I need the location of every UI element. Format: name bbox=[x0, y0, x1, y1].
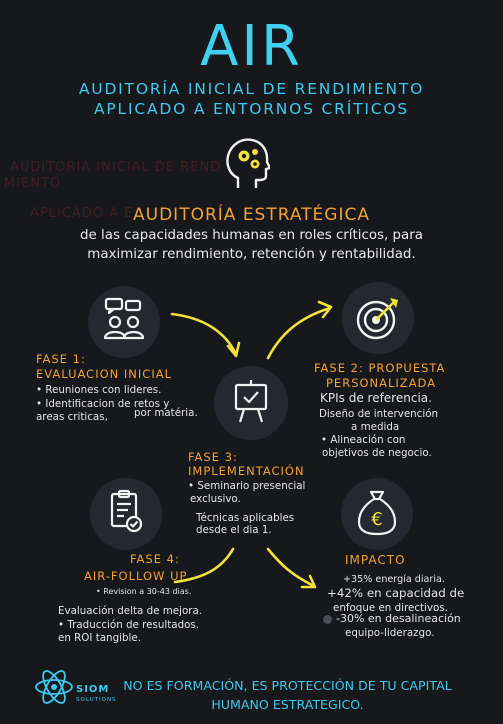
impact-line-1: +35% energía diaria. bbox=[343, 574, 445, 585]
phase2-line-4: • Alineación con bbox=[321, 434, 406, 446]
phase1-title-2: EVALUACION INICIAL bbox=[36, 367, 172, 381]
ghost-text-1: AUDITORÍA INICIAL DE REND bbox=[10, 160, 222, 175]
phase4-bullet-2: • Traducción de resultados. bbox=[58, 619, 200, 631]
impact-title: IMPACTO bbox=[345, 553, 406, 567]
phase2-title-1: FASE 2: PROPUESTA bbox=[314, 361, 446, 375]
phase4-title-2: AIR-FOLLOW UP bbox=[84, 569, 188, 583]
phase4-title-1: FASE 4: bbox=[130, 552, 180, 566]
ghost-text-2: MIENTO bbox=[4, 176, 62, 191]
arrow-phase3-to-phase4 bbox=[175, 549, 233, 582]
impact-line-3: enfoque en directivos. bbox=[333, 602, 448, 614]
footer-line-2: HUMANO ESTRATEGICO. bbox=[211, 697, 364, 712]
intro-line-1: de las capacidades humanas en roles críticos, para bbox=[80, 228, 423, 243]
ghost-text-3: APLICADO A E bbox=[30, 206, 134, 221]
impact-line-4: -30% en desalineación bbox=[336, 612, 461, 625]
phase2-title-2: PERSONALIZADA bbox=[326, 376, 437, 390]
impact-line-5: equipo-liderazgo. bbox=[345, 627, 435, 639]
intro-line-2: maximizar rendimiento, retención y rentabilidad. bbox=[87, 247, 416, 262]
arrow-phase1-to-phase3 bbox=[172, 314, 236, 354]
phase4-bullet-3: en ROI tangible. bbox=[58, 632, 141, 644]
phase1-bullet-1: • Reuniones con lideres. bbox=[36, 384, 162, 396]
subtitle-line-1: AUDITORÍA INICIAL DE RENDIMIENTO bbox=[78, 80, 425, 98]
euro-symbol: € bbox=[371, 509, 383, 530]
phase3-bullet-3: Técnicas aplicables bbox=[196, 512, 295, 524]
phase3-bullet-2: exclusivo. bbox=[190, 493, 241, 505]
phase4-note: • Revision a 30-43 dias. bbox=[96, 587, 192, 596]
arrow-phase3-to-impact bbox=[268, 549, 314, 586]
logo-tagline: SOLUTIONS bbox=[76, 697, 117, 703]
phase3-title-2: IMPLEMENTACIÓN bbox=[188, 464, 305, 478]
section-heading: AUDITORÍA ESTRATÉGICA bbox=[133, 205, 370, 225]
phase4-bullet-1: Evaluación delta de mejora. bbox=[58, 605, 203, 617]
phase1-title-1: FASE 1: bbox=[36, 352, 86, 366]
logo-name: SIOM bbox=[76, 684, 110, 695]
phase3-title-1: FASE 3: bbox=[188, 450, 238, 464]
phase3-bullet-4: desde el dia 1. bbox=[196, 524, 272, 536]
phase1-bullet-3: areas criticas, bbox=[36, 411, 108, 423]
phase1-bullet-2: • Identificacion de retos y bbox=[36, 398, 170, 410]
phase2-line-2: Diseño de intervención bbox=[319, 408, 439, 420]
arrow-phase3-to-phase2 bbox=[268, 308, 330, 358]
page-title: AIR bbox=[200, 14, 303, 79]
phase1-bullet-3b: por matéria. bbox=[134, 407, 198, 419]
footer-line-1: NO ES FORMACIÓN, ES PROTECCIÓN DE TU CAPITAL bbox=[123, 678, 452, 693]
phase3-bullet-1: • Seminario presencial bbox=[188, 480, 306, 492]
phase2-line-3: a medida bbox=[351, 421, 400, 433]
phase2-line-1: KPIs de referencia. bbox=[320, 391, 432, 405]
subtitle-line-2: APLICADO A ENTORNOS CRÍTICOS bbox=[93, 100, 410, 118]
impact-line-2: +42% en capacidad de bbox=[327, 586, 465, 600]
phase2-line-5: objetivos de negocio. bbox=[322, 447, 432, 459]
